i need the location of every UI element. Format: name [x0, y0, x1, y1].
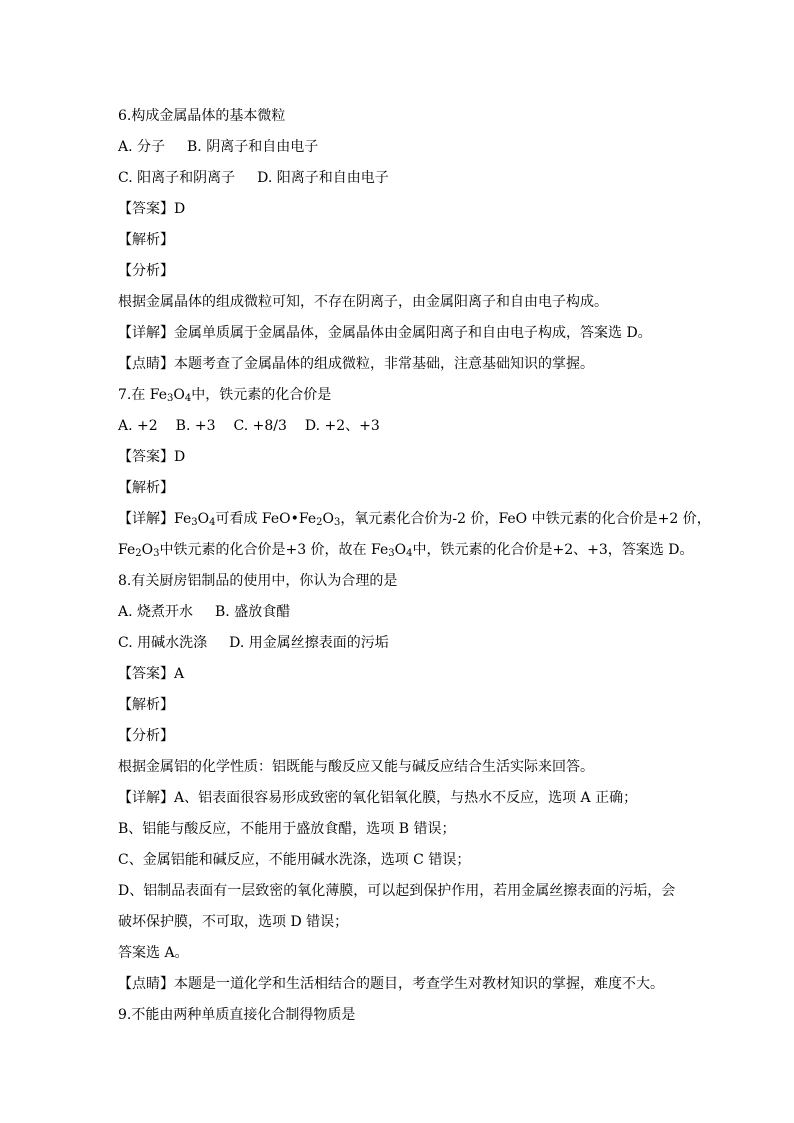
- q7-option-c: C. +8/3: [233, 418, 287, 434]
- q6-answer: 【答案】D: [118, 201, 186, 217]
- q8-detail-a: 【详解】A、铝表面很容易形成致密的氧化铝氧化膜，与热水不反应，选项 A 正确；: [118, 790, 638, 806]
- q8-detail-c: C、金属铝能和碱反应，不能用碱水洗涤，选项 C 错误；: [118, 852, 471, 868]
- q6-detail-text: 【详解】金属单质属于金属晶体，金属晶体由金属阳离子和自由电子构成，答案选 D。: [118, 325, 652, 341]
- q6-options-cd: [118, 163, 688, 194]
- q7-option-d: D. +2、+3: [304, 418, 380, 434]
- q8-option-c: C. 用碱水洗涤: [118, 635, 208, 651]
- q8-detail-d-1: D、铝制品表面有一层致密的氧化薄膜，可以起到保护作用，若用金属丝擦表面的污垢，会: [118, 883, 676, 899]
- q7-option-a: A. +2: [118, 418, 158, 434]
- q6-analysis-heading: 【解析】: [118, 232, 174, 248]
- q8-options-ab: [118, 597, 688, 628]
- q6-fenxi-heading: 【分析】: [118, 263, 174, 279]
- q7-options: [118, 411, 688, 442]
- q9-question: 9.不能由两种单质直接化合制得物质是: [118, 1007, 356, 1023]
- q7-answer: 【答案】D: [118, 449, 186, 465]
- q6-option-d: D. 阳离子和自由电子: [257, 170, 389, 186]
- q6-options-ab: [118, 132, 688, 163]
- q6-option-b: B. 阴离子和自由电子: [187, 139, 319, 155]
- q8-fenxi-text: 根据金属铝的化学性质：铝既能与酸反应又能与碱反应结合生活实际来回答。: [118, 759, 594, 775]
- q8-question: 8.有关厨房铝制品的使用中，你认为合理的是: [118, 573, 398, 589]
- q7-question: 7.在 $Fe_3O_4$中，铁元素的化合价是: [118, 387, 332, 404]
- q6-fenxi-text: 根据金属晶体的组成微粒可知，不存在阴离子，由金属阳离子和自由电子构成。: [118, 294, 608, 310]
- q7-analysis-heading: 【解析】: [118, 480, 174, 496]
- q8-detail-b: B、铝能与酸反应，不能用于盛放食醋，选项 B 错误；: [118, 821, 456, 837]
- q8-final-answer: 答案选 A。: [118, 945, 189, 961]
- q8-answer: 【答案】A: [118, 666, 185, 682]
- q8-analysis-heading: 【解析】: [118, 697, 174, 713]
- q8-option-b: B. 盛放食醋: [215, 604, 291, 620]
- q7-option-b: B. +3: [175, 418, 216, 434]
- q8-detail-d-2: 破坏保护膜，不可取，选项 D 错误；: [118, 914, 349, 930]
- q6-option-a: A. 分子: [118, 139, 166, 155]
- document-content: [118, 101, 711, 1031]
- q8-options-cd: [118, 628, 688, 659]
- q8-option-a: A. 烧煮开水: [118, 604, 194, 620]
- q6-option-c: C. 阳离子和阴离子: [118, 170, 236, 186]
- q6-question: 6.构成金属晶体的基本微粒: [118, 108, 286, 124]
- q7-detail-line-1: 【详解】$Fe_3O_4$可看成 $FeO•Fe_2O_3$，氧元素化合价为-2 价，FeO 中铁元素的化合价是+2 价，: [118, 511, 711, 528]
- q8-option-d: D. 用金属丝擦表面的污垢: [229, 635, 389, 651]
- q8-comment-text: 【点睛】本题是一道化学和生活相结合的题目，考查学生对教材知识的掌握，难度不大。: [118, 976, 664, 992]
- q7-detail-line-2: $Fe_2O_3$中铁元素的化合价是+3 价，故在 $Fe_3O_4$中，铁元素的化合价是+2、+3，答案选 D。: [118, 542, 694, 559]
- q8-fenxi-heading: 【分析】: [118, 728, 174, 744]
- q6-comment-text: 【点睛】本题考查了金属晶体的组成微粒，非常基础，注意基础知识的掌握。: [118, 356, 594, 372]
